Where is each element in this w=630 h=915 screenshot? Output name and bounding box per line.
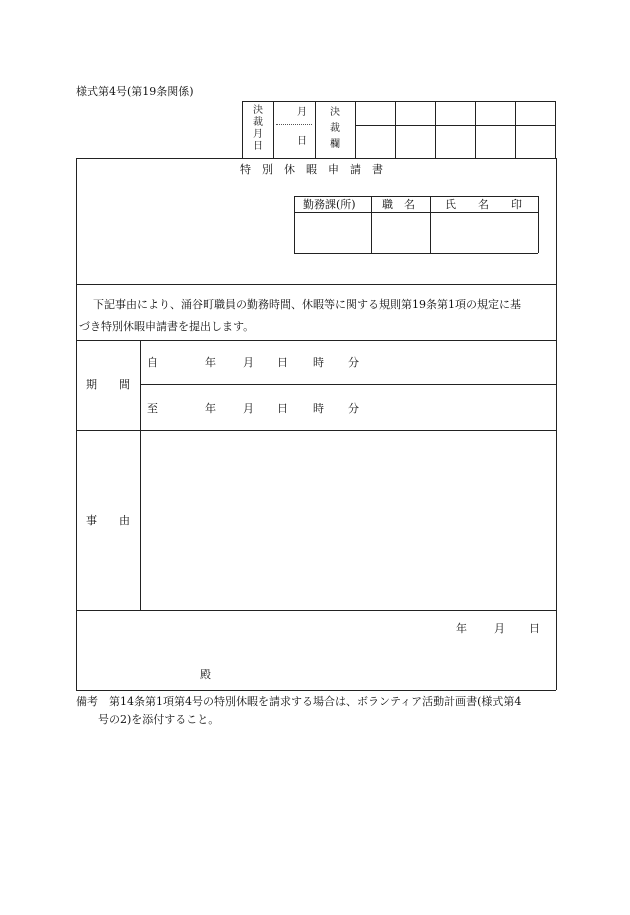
period-label: 期 間 bbox=[86, 378, 130, 391]
submission-month: 月 bbox=[494, 622, 505, 635]
approval-column-char: 裁 bbox=[330, 123, 340, 134]
form-number-label: 様式第4号(第19条関係) bbox=[76, 85, 194, 98]
period-to-minute: 分 bbox=[348, 402, 359, 415]
statement-line-2: づき特別休暇申請書を提出します。 bbox=[79, 320, 255, 333]
note-line-1: 備考 第14条第1項第4号の特別休暇を請求する場合は、ボランティア活動計画書(様式第4 bbox=[76, 695, 522, 708]
reason-field[interactable] bbox=[141, 431, 555, 609]
period-from-hour: 時 bbox=[313, 356, 324, 369]
submission-day: 日 bbox=[529, 622, 540, 635]
submission-year: 年 bbox=[456, 622, 467, 635]
addressee-suffix: 殿 bbox=[200, 668, 211, 681]
period-to-hour: 時 bbox=[313, 402, 324, 415]
department-field[interactable] bbox=[295, 213, 370, 252]
applicant-header-name-seal: 氏 名 印 bbox=[445, 198, 522, 211]
period-to-month: 月 bbox=[243, 402, 254, 415]
approval-date-label-char: 月 bbox=[253, 129, 263, 140]
approval-column-char: 決 bbox=[330, 107, 340, 118]
approval-date-label-char: 決 bbox=[253, 105, 263, 116]
name-seal-field[interactable] bbox=[431, 213, 537, 252]
statement-line-1: 下記事由により、涌谷町職員の勤務時間、休暇等に関する規則第19条第1項の規定に基 bbox=[93, 298, 521, 311]
period-to-year: 年 bbox=[205, 402, 216, 415]
position-field[interactable] bbox=[372, 213, 429, 252]
period-from-minute: 分 bbox=[348, 356, 359, 369]
period-from-year: 年 bbox=[205, 356, 216, 369]
period-from-prefix: 自 bbox=[147, 356, 158, 369]
note-line-2: 号の2)を添付すること。 bbox=[98, 713, 220, 726]
period-to-prefix: 至 bbox=[147, 402, 158, 415]
reason-label: 事 由 bbox=[86, 514, 130, 527]
approval-date-label-char: 日 bbox=[253, 141, 263, 152]
approval-month-label: 月 bbox=[297, 107, 307, 118]
period-from-month: 月 bbox=[243, 356, 254, 369]
approval-column-char: 欄 bbox=[330, 139, 340, 150]
approval-date-label-char: 裁 bbox=[253, 117, 263, 128]
period-to-day: 日 bbox=[277, 402, 288, 415]
applicant-header-department: 勤務課(所) bbox=[303, 198, 356, 211]
approval-day-label: 日 bbox=[297, 136, 307, 147]
form-title: 特 別 休 暇 申 請 書 bbox=[240, 163, 383, 176]
period-from-day: 日 bbox=[277, 356, 288, 369]
applicant-header-position: 職 名 bbox=[382, 198, 415, 211]
